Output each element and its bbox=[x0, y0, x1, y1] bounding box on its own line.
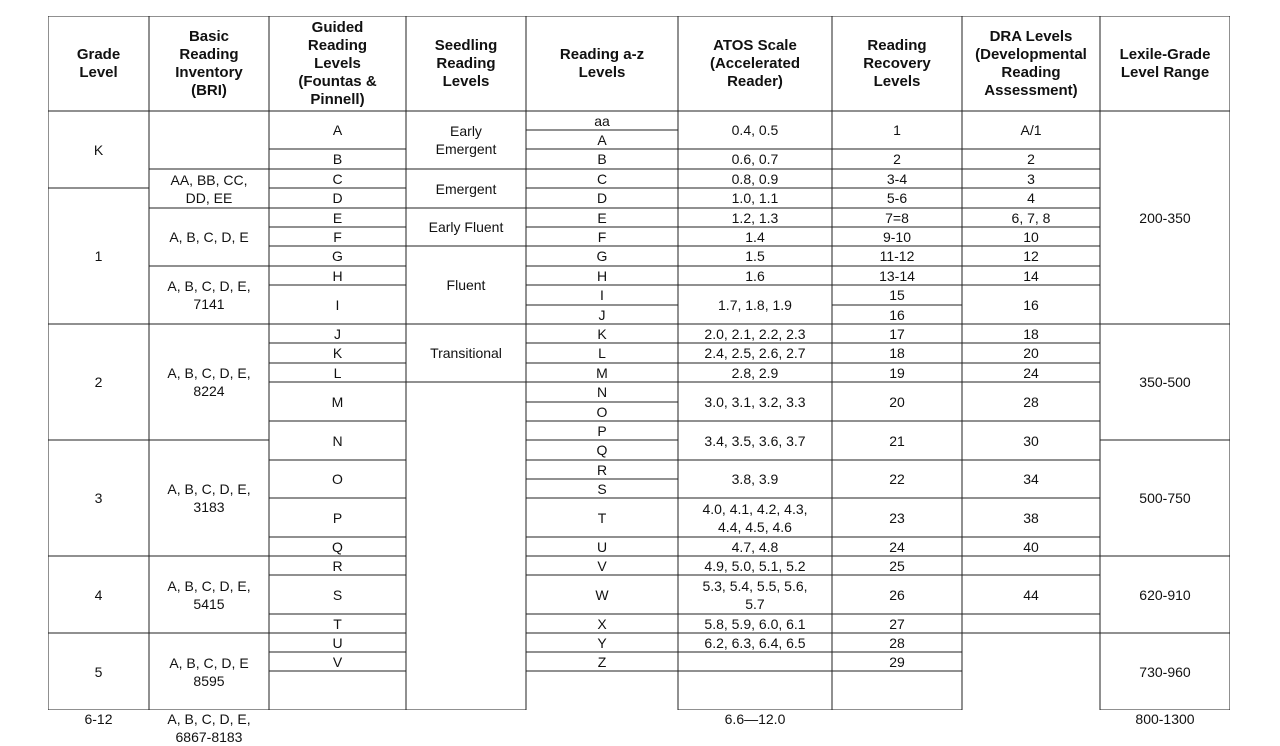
rr-cell: 13-14 bbox=[879, 267, 915, 284]
header-guided: Guided Reading Levels (Fountas & Pinnell) bbox=[298, 18, 377, 108]
grades-cell: 6-12 bbox=[84, 711, 113, 727]
az-cell: K bbox=[597, 325, 607, 342]
az-cell: A bbox=[597, 131, 607, 148]
rr-cell: 3-4 bbox=[886, 170, 908, 187]
dra-cell: 16 bbox=[1023, 296, 1039, 313]
dra-cell: 14 bbox=[1023, 267, 1039, 284]
az-cell: N bbox=[596, 384, 608, 400]
grades-cell: 3 bbox=[94, 490, 103, 506]
rr-cell: 22 bbox=[889, 471, 905, 487]
lexile-cell: 350-500 bbox=[1139, 374, 1191, 390]
dra-cell: 34 bbox=[1023, 471, 1039, 487]
atos-cell: 4.9, 5.0, 5.1, 5.2 bbox=[704, 557, 806, 574]
atos-cell: 1.6 bbox=[745, 267, 765, 284]
guided-cell: O bbox=[332, 471, 343, 487]
dra-cell: 30 bbox=[1023, 432, 1039, 449]
dra-cell bbox=[962, 614, 1100, 633]
az-cell: F bbox=[597, 228, 607, 245]
rr-cell: 5-6 bbox=[886, 190, 908, 206]
dra-cell: 28 bbox=[1023, 393, 1039, 410]
dra-cell: A/1 bbox=[1020, 122, 1042, 138]
lexile-cell: 200-350 bbox=[1139, 209, 1191, 226]
atos-cell: 2.4, 2.5, 2.6, 2.7 bbox=[704, 345, 806, 361]
az-cell: S bbox=[597, 480, 607, 497]
rr-cell: 7=8 bbox=[885, 209, 909, 226]
atos-cell: 0.6, 0.7 bbox=[731, 151, 779, 167]
grades-cell: K bbox=[93, 141, 104, 158]
guided-cell: Q bbox=[332, 538, 343, 555]
rr-cell: 11-12 bbox=[879, 248, 915, 264]
az-cell: M bbox=[596, 364, 608, 381]
rr-cell: 16 bbox=[889, 306, 905, 323]
az-cell: L bbox=[598, 345, 606, 361]
rr-cell: 19 bbox=[889, 364, 905, 381]
bri-cell bbox=[149, 111, 269, 169]
atos-cell: 5.3, 5.4, 5.5, 5.6, 5.7 bbox=[702, 577, 808, 612]
dra-cell: 44 bbox=[1023, 586, 1039, 603]
grades-cell: 4 bbox=[94, 586, 103, 603]
dra-cell bbox=[962, 556, 1100, 575]
header-az: Reading a-z Levels bbox=[559, 45, 645, 81]
rr-cell: 2 bbox=[893, 151, 901, 167]
atos-cell: 3.0, 3.1, 3.2, 3.3 bbox=[704, 393, 806, 410]
guided-cell: D bbox=[332, 190, 343, 206]
rr-cell: 29 bbox=[889, 653, 905, 670]
atos-cell: 1.0, 1.1 bbox=[731, 190, 779, 206]
grades-cell: 1 bbox=[94, 248, 103, 264]
guided-cell: B bbox=[332, 151, 343, 167]
guided-cell: K bbox=[332, 345, 343, 361]
dra-cell: 6, 7, 8 bbox=[1011, 209, 1051, 226]
guided-cell: E bbox=[332, 209, 343, 226]
az-cell: C bbox=[596, 170, 608, 187]
lexile-cell: 620-910 bbox=[1139, 586, 1191, 603]
bri-cell: A, B, C, D, E, 7141 bbox=[167, 278, 251, 312]
dra-cell: 12 bbox=[1023, 248, 1039, 264]
rr-cell: 21 bbox=[889, 432, 905, 449]
az-cell: I bbox=[600, 287, 604, 303]
bri-cell: A, B, C, D, E, 6867-8183 bbox=[167, 711, 251, 745]
rr-cell: 17 bbox=[889, 325, 905, 342]
seedling-cell: Fluent bbox=[446, 277, 486, 293]
az-cell: O bbox=[596, 403, 608, 420]
rr-cell: 28 bbox=[889, 634, 905, 651]
seedling-cell: Early Fluent bbox=[428, 219, 504, 235]
atos-cell: 1.2, 1.3 bbox=[731, 209, 779, 226]
dra-cell: 38 bbox=[1023, 509, 1039, 526]
header-dra: DRA Levels (Developmental Reading Assessment) bbox=[975, 27, 1087, 99]
rr-cell: 26 bbox=[889, 586, 905, 603]
atos-cell: 1.4 bbox=[745, 228, 765, 245]
bri-cell: A, B, C, D, E 8595 bbox=[169, 654, 249, 689]
guided-cell: F bbox=[333, 228, 342, 245]
dra-cell: 2 bbox=[1027, 151, 1035, 167]
seedling-cell: Emergent bbox=[435, 180, 497, 197]
lexile-cell: 730-960 bbox=[1139, 663, 1191, 680]
atos-cell: 3.8, 3.9 bbox=[731, 471, 779, 487]
az-cell: W bbox=[595, 586, 609, 603]
header-atos: ATOS Scale (Accelerated Reader) bbox=[709, 36, 801, 90]
bri-cell: AA, BB, CC, DD, EE bbox=[170, 171, 248, 206]
az-cell: G bbox=[596, 248, 608, 264]
rr-cell: 18 bbox=[889, 345, 905, 361]
atos-cell: 2.0, 2.1, 2.2, 2.3 bbox=[704, 325, 806, 342]
az-cell: T bbox=[597, 509, 607, 526]
dra-cell: 20 bbox=[1023, 345, 1039, 361]
atos-cell: 0.4, 0.5 bbox=[731, 122, 779, 138]
reading-level-correlation-table bbox=[48, 16, 1230, 745]
az-cell: R bbox=[596, 461, 608, 478]
atos-cell: 4.7, 4.8 bbox=[731, 538, 779, 555]
rr-cell: 9-10 bbox=[882, 228, 912, 245]
rr-cell: 25 bbox=[889, 557, 905, 574]
header-bri: Basic Reading Inventory (BRI) bbox=[175, 27, 243, 99]
rr-cell: 1 bbox=[893, 122, 901, 138]
seedling-cell bbox=[406, 382, 526, 710]
rr-cell: 15 bbox=[889, 287, 905, 303]
guided-cell: R bbox=[332, 557, 343, 574]
rr-cell: 20 bbox=[889, 393, 905, 410]
guided-cell: T bbox=[333, 615, 342, 632]
rr-cell: 27 bbox=[889, 615, 905, 632]
az-cell: D bbox=[596, 190, 608, 206]
atos-cell: 0.8, 0.9 bbox=[731, 170, 779, 187]
guided-cell: H bbox=[332, 267, 343, 284]
guided-cell: G bbox=[332, 248, 343, 264]
dra-cell: 24 bbox=[1023, 364, 1039, 381]
dra-cell: 40 bbox=[1023, 538, 1039, 555]
atos-cell: 6.6—12.0 bbox=[724, 711, 786, 727]
az-cell: Y bbox=[597, 634, 607, 651]
rr-cell: 23 bbox=[889, 509, 905, 526]
bri-cell: A, B, C, D, E, 8224 bbox=[167, 365, 251, 399]
seedling-cell: Early Emergent bbox=[435, 123, 497, 157]
az-cell: U bbox=[596, 538, 608, 555]
guided-cell: M bbox=[331, 393, 344, 410]
az-cell: V bbox=[597, 557, 607, 574]
guided-cell: A bbox=[332, 122, 343, 138]
az-cell: H bbox=[596, 267, 608, 284]
lexile-cell: 500-750 bbox=[1139, 490, 1191, 506]
guided-cell: L bbox=[333, 364, 342, 381]
grades-cell: 5 bbox=[94, 663, 103, 680]
guided-cell: C bbox=[332, 170, 343, 187]
bri-cell: A, B, C, D, E bbox=[169, 229, 249, 245]
guided-cell: J bbox=[334, 325, 341, 342]
dra-cell: 10 bbox=[1023, 228, 1039, 245]
guided-cell: N bbox=[332, 432, 343, 449]
header-grade: Grade Level bbox=[76, 45, 121, 81]
atos-cell bbox=[678, 671, 832, 710]
header-lexile: Lexile-Grade Level Range bbox=[1119, 45, 1211, 81]
guided-cell: V bbox=[332, 653, 343, 670]
rr-cell: 24 bbox=[889, 538, 905, 555]
guided-cell: I bbox=[335, 296, 340, 313]
header-seedling: Seedling Reading Levels bbox=[434, 36, 498, 90]
az-cell: Z bbox=[597, 653, 607, 670]
guided-cell: P bbox=[332, 509, 343, 526]
header-rr: Reading Recovery Levels bbox=[863, 36, 931, 90]
az-cell: B bbox=[597, 151, 607, 167]
guided-cell: U bbox=[332, 634, 343, 651]
atos-cell: 6.2, 6.3, 6.4, 6.5 bbox=[704, 634, 806, 651]
seedling-cell: Transitional bbox=[430, 345, 502, 361]
az-cell: E bbox=[597, 209, 607, 226]
az-cell: X bbox=[597, 615, 607, 632]
atos-cell: 1.5 bbox=[745, 248, 765, 264]
dra-cell: 4 bbox=[1027, 190, 1035, 206]
dra-cell: 3 bbox=[1027, 170, 1035, 187]
az-cell: J bbox=[598, 306, 606, 323]
dra-cell: 18 bbox=[1023, 325, 1039, 342]
grades-cell: 2 bbox=[94, 374, 103, 390]
az-cell: Q bbox=[596, 442, 608, 458]
atos-cell: 5.8, 5.9, 6.0, 6.1 bbox=[704, 615, 806, 632]
atos-cell: 3.4, 3.5, 3.6, 3.7 bbox=[704, 432, 806, 449]
az-cell: aa bbox=[594, 112, 610, 129]
atos-cell: 1.7, 1.8, 1.9 bbox=[718, 296, 792, 313]
az-cell: P bbox=[597, 422, 607, 439]
atos-cell: 4.0, 4.1, 4.2, 4.3, 4.4, 4.5, 4.6 bbox=[702, 500, 808, 535]
bri-cell: A, B, C, D, E, 5415 bbox=[167, 577, 251, 612]
bri-cell: A, B, C, D, E, 3183 bbox=[167, 481, 251, 515]
atos-cell: 2.8, 2.9 bbox=[731, 364, 779, 381]
guided-cell: S bbox=[332, 586, 343, 603]
lexile-cell: 800-1300 bbox=[1135, 711, 1195, 727]
